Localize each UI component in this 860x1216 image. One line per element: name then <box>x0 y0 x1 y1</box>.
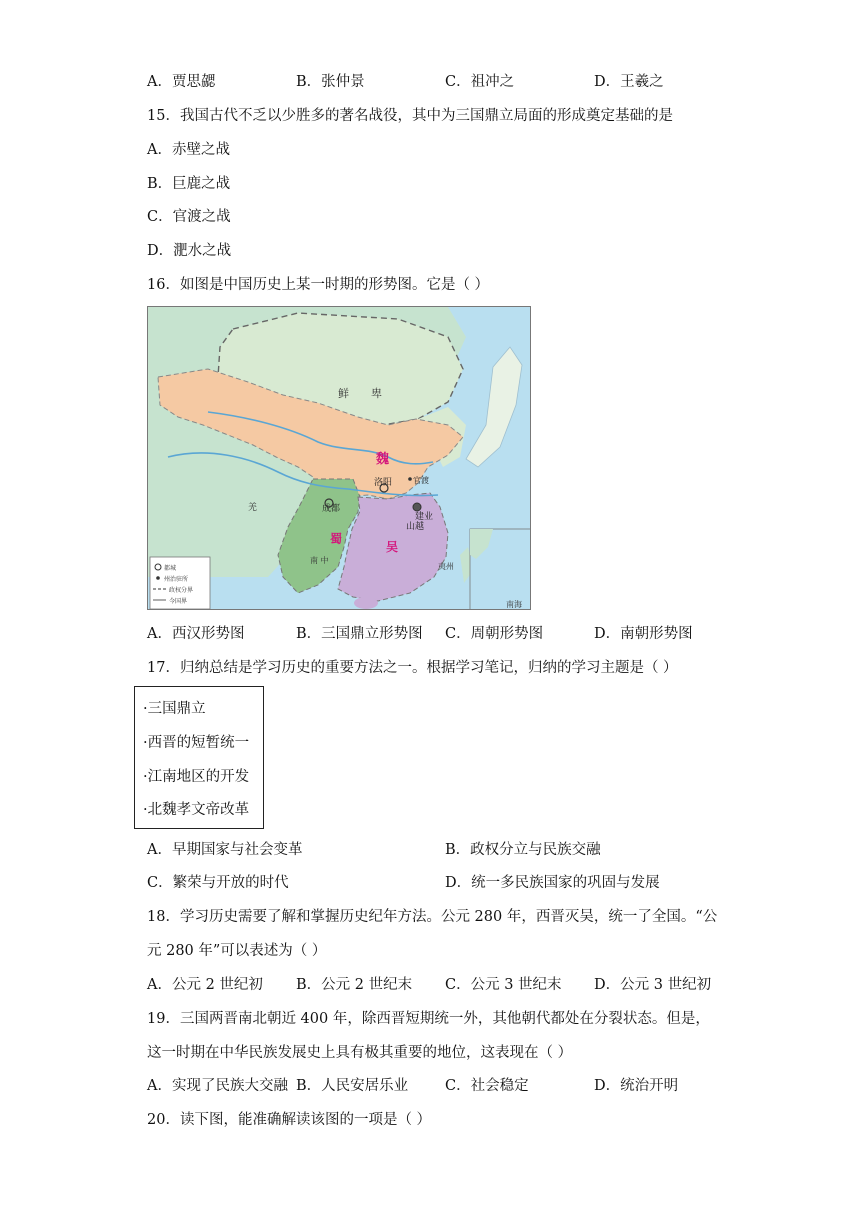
q19-stem-line2: 这一时期在中华民族发展史上具有极其重要的地位，这表现在（ ） <box>147 1045 573 1061</box>
q14-option-c[interactable]: C．祖冲之 <box>445 74 515 90</box>
q18-stem-line1: 18．学习历史需要了解和掌握历史纪年方法。公元 280 年，西晋灭吴，统一了全国。“公 <box>147 909 718 925</box>
q19-option-d[interactable]: D．统治开明 <box>594 1078 679 1094</box>
q19-option-a[interactable]: A．实现了民族大交融 <box>147 1078 288 1094</box>
jianye-marker <box>413 503 421 511</box>
label-wu: 吴 <box>386 540 399 554</box>
note-item: ·江南地区的开发 <box>143 769 250 785</box>
label-qiang: 羌 <box>248 503 258 513</box>
guandu-marker <box>408 477 412 481</box>
q19-option-c[interactable]: C．社会稳定 <box>445 1078 529 1094</box>
q18-option-d[interactable]: D．公元 3 世纪初 <box>594 977 712 993</box>
note-item: ·北魏孝文帝改革 <box>143 802 250 818</box>
legend-prefecture-icon <box>156 576 160 580</box>
q18-stem-line2: 元 280 年”可以表述为（ ） <box>147 943 327 959</box>
label-nanzhong: 南 中 <box>310 556 329 565</box>
q19-option-b[interactable]: B．人民安居乐业 <box>296 1078 409 1094</box>
label-shu: 蜀 <box>330 532 343 546</box>
three-kingdoms-map <box>147 306 531 610</box>
q17-option-c[interactable]: C．繁荣与开放的时代 <box>147 875 289 891</box>
q16-option-b[interactable]: B．三国鼎立形势图 <box>296 626 423 642</box>
map-hainan <box>354 597 378 609</box>
q17-option-a[interactable]: A．早期国家与社会变革 <box>147 842 303 858</box>
q18-option-a[interactable]: A．公元 2 世纪初 <box>147 977 263 993</box>
label-yizhou: 夷州 <box>438 562 454 571</box>
q20-stem: 20．读下图，能准确解读该图的一项是（ ） <box>147 1112 432 1128</box>
q15-stem: 15．我国古代不乏以少胜多的著名战役，其中为三国鼎立局面的形成奠定基础的是 <box>147 108 673 124</box>
q18-option-c[interactable]: C．公元 3 世纪末 <box>445 977 562 993</box>
note-item: ·三国鼎立 <box>143 701 206 717</box>
q14-option-d[interactable]: D．王羲之 <box>594 74 664 90</box>
q16-option-c[interactable]: C．周朝形势图 <box>445 626 544 642</box>
legend-prefecture-label: 州治驻所 <box>164 576 189 583</box>
note-item: ·西晋的短暂统一 <box>143 735 250 751</box>
q17-option-b[interactable]: B．政权分立与民族交融 <box>445 842 601 858</box>
q14-option-b[interactable]: B．张仲景 <box>296 74 365 90</box>
legend-modern-label: 今国界 <box>169 598 188 605</box>
label-nanhai: 南海 <box>506 600 522 609</box>
q15-option-c[interactable]: C．官渡之战 <box>147 209 231 225</box>
label-xianbei: 鲜 卑 <box>338 387 382 400</box>
q14-option-a[interactable]: A．贾思勰 <box>147 74 216 90</box>
q16-option-a[interactable]: A．西汉形势图 <box>147 626 245 642</box>
q16-option-d[interactable]: D．南朝形势图 <box>594 626 693 642</box>
legend-border-label: 政权分界 <box>169 587 194 594</box>
q19-stem-line1: 19．三国两晋南北朝近 400 年，除西晋短期统一外，其他朝代都处在分裂状态。但是， <box>147 1011 710 1027</box>
label-luoyang: 洛阳 <box>374 478 393 488</box>
q18-option-b[interactable]: B．公元 2 世纪末 <box>296 977 413 993</box>
study-notes-box <box>134 686 264 829</box>
q15-option-b[interactable]: B．巨鹿之战 <box>147 176 231 192</box>
q15-option-a[interactable]: A．赤壁之战 <box>147 142 230 158</box>
legend-capital-label: 都城 <box>164 565 177 572</box>
label-jianye: 建业 <box>415 512 434 522</box>
label-guandu: 官渡 <box>413 476 429 485</box>
label-shanyue: 山越 <box>406 522 425 532</box>
q15-option-d[interactable]: D．淝水之战 <box>147 243 232 259</box>
q16-stem: 16．如图是中国历史上某一时期的形势图。它是（ ） <box>147 277 490 293</box>
q17-stem: 17．归纳总结是学习历史的重要方法之一。根据学习笔记，归纳的学习主题是（ ） <box>147 660 678 676</box>
label-wei: 魏 <box>376 452 390 467</box>
label-chengdu: 成都 <box>322 504 341 514</box>
q17-option-d[interactable]: D．统一多民族国家的巩固与发展 <box>445 875 660 891</box>
